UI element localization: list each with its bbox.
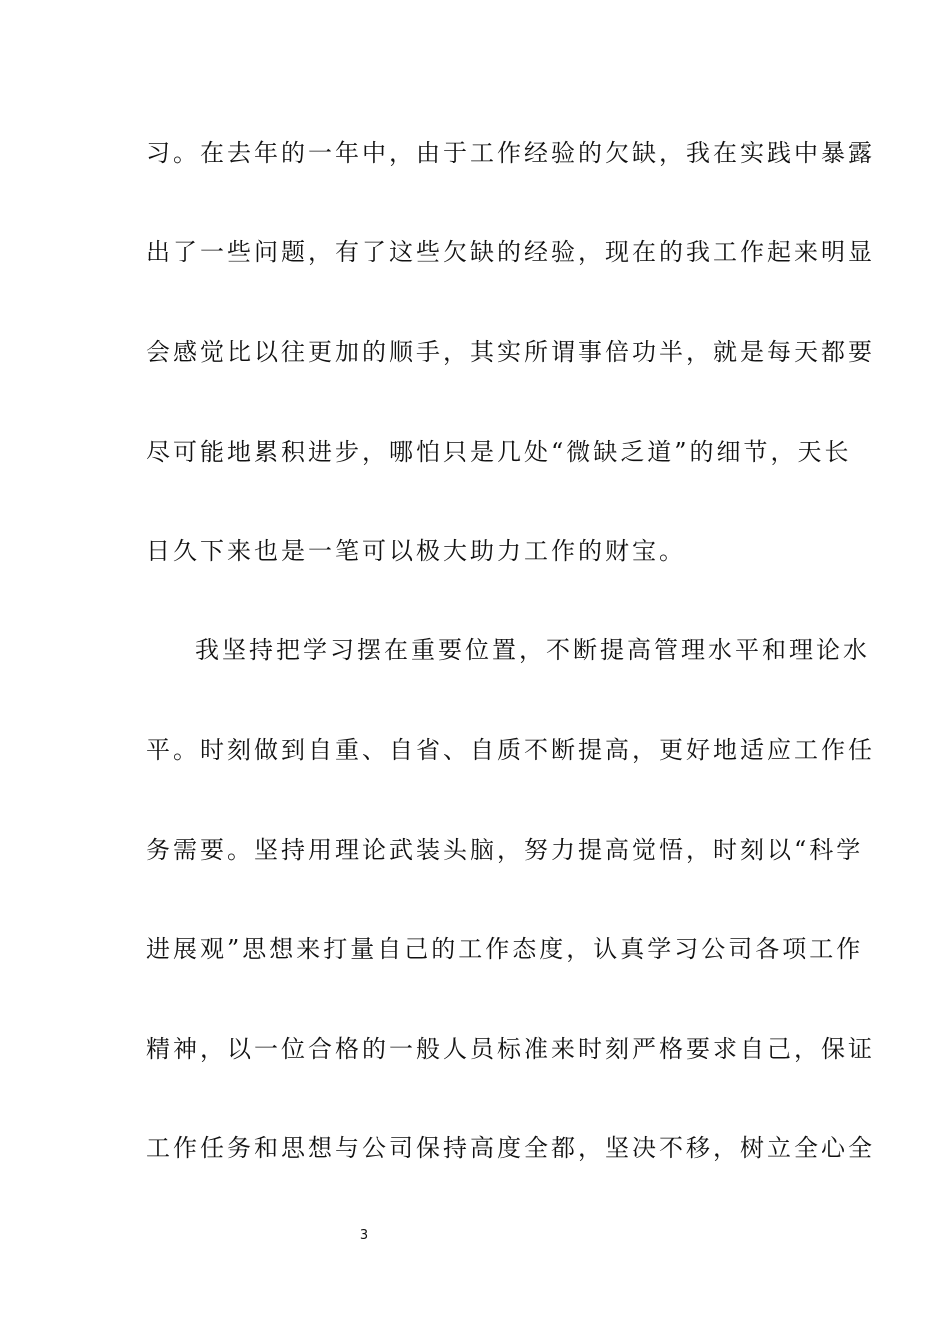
text-line-5: 日久下来也是一笔可以极大助力工作的财宝。 — [146, 537, 686, 565]
text-line-8: 务需要。坚持用理论武装头脑，努力提高觉悟，时刻以“科学 — [146, 836, 864, 864]
page-number: 3 — [359, 1228, 369, 1243]
text-line-2: 出了一些问题，有了这些欠缺的经验，现在的我工作起来明显 — [146, 238, 875, 266]
text-line-9: 进展观”思想来打量自己的工作态度，认真学习公司各项工作 — [146, 935, 864, 963]
text-line-3: 会感觉比以往更加的顺手，其实所谓事倍功半，就是每天都要 — [146, 338, 875, 366]
text-line-4: 尽可能地累积进步，哪怕只是几处“微缺乏道”的细节，天长 — [146, 438, 852, 466]
text-line-11: 工作任务和思想与公司保持高度全都，坚决不移，树立全心全 — [146, 1134, 875, 1162]
text-line-7: 平。时刻做到自重、自省、自质不断提高，更好地适应工作任 — [146, 736, 875, 764]
text-line-10: 精神，以一位合格的一般人员标准来时刻严格要求自己，保证 — [146, 1035, 875, 1063]
paragraph-start-line: 我坚持把学习摆在重要位置，不断提高管理水平和理论水 — [195, 636, 870, 664]
text-line-1: 习。在去年的一年中，由于工作经验的欠缺，我在实践中暴露 — [146, 139, 875, 167]
